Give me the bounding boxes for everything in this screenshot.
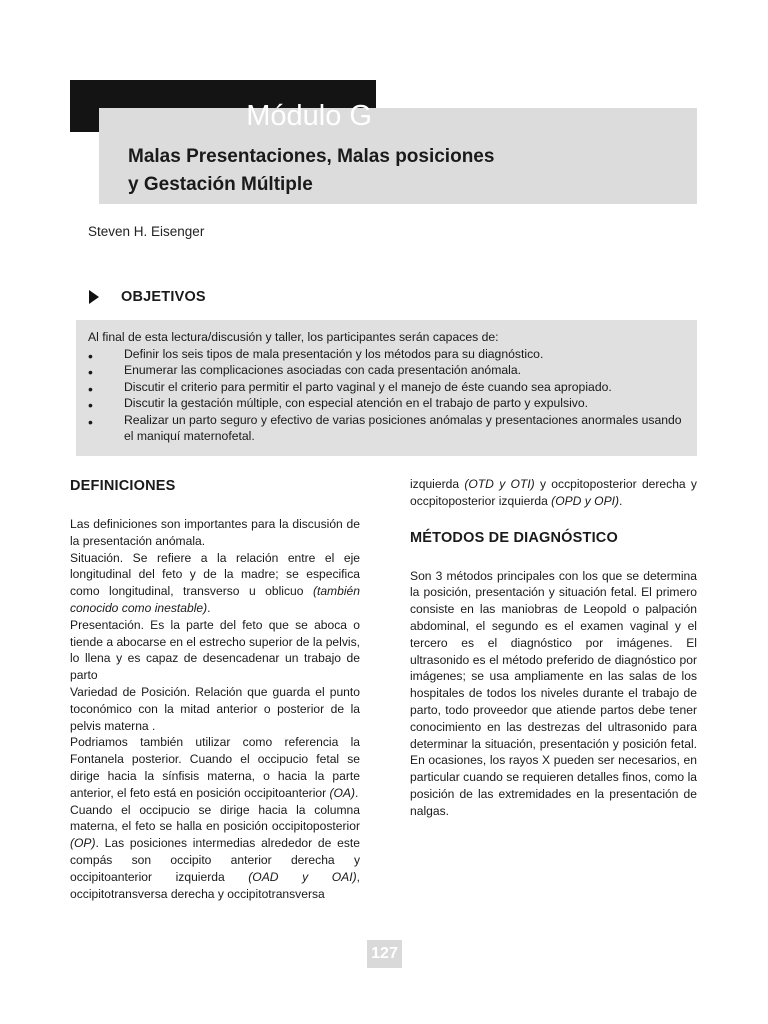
- chapter-title-line-2: y Gestación Múltiple: [128, 174, 313, 195]
- objective-item: • Discutir el criterio para permitir el parto vaginal y el manejo de éste cuando sea apropiado.: [88, 379, 612, 397]
- definiciones-heading: DEFINICIONES: [70, 478, 176, 494]
- chapter-title: [128, 143, 494, 199]
- objectives-heading: OBJETIVOS: [121, 289, 206, 305]
- module-title: Módulo G: [246, 100, 372, 132]
- objectives-list: [88, 346, 687, 445]
- paragraph: Las definiciones son importantes para la discusión de la presentación anómala.: [70, 517, 360, 548]
- bullet-icon: •: [88, 413, 93, 430]
- paragraph-metodos: Son 3 métodos principales con los que se determina la posición, presentación y situación fetal. El primero consiste en las maniobras de Leopold o palpación abdominal, el segundo es el examen vaginal y el tercero es el diagnóstico por imágenes. El ultrasonido es el método preferido de diagnóstico por imágenes; se usa ampliamente en las salas de los hospitales de todos los niveles durante el trabajo de parto, todo proveedor que atiende partos debe tener conocimiento en las destrezas del ultrasonido para determinar la situación, presentación y posición fetal. En ocasiones, los rayos X pueden ser necesarios, en particular cuando se requieren detalles finos, como la posición de las extremidades en la presentación de nalgas.: [410, 568, 697, 818]
- paragraph-continuation: izquierda (OTD y OTI) y occpitoposterior derecha y occpitoposterior izquierda (OPD y OPI).: [410, 477, 697, 508]
- objective-item: • Realizar un parto seguro y efectivo de varias posiciones anómalas y presentaciones anormales usando el maniquí maternofetal.: [88, 412, 682, 443]
- left-column: [70, 476, 360, 902]
- bullet-icon: •: [88, 380, 93, 397]
- chapter-title-line-1: Malas Presentaciones, Malas posiciones: [128, 146, 495, 167]
- paragraph-situacion: Situación. Se refiere a la relación entre el eje longitudinal del feto y de la madre; se especifica como longitudinal, transverso u oblicuo (también conocido como inestable).: [70, 550, 360, 615]
- objectives-box: [76, 320, 697, 456]
- metodos-heading: MÉTODOS DE DIAGNÓSTICO: [410, 529, 618, 546]
- bullet-icon: •: [88, 347, 93, 364]
- objective-item: • Definir los seis tipos de mala presentación y los métodos para su diagnóstico.: [88, 346, 544, 364]
- paragraph-presentacion: Presentación. Es la parte del feto que se aboca o tiende a abocarse en el estrecho superior de la pelvis, lo llena y es capaz de desencadenar un trabajo de parto: [70, 617, 360, 683]
- objective-item: • Discutir la gestación múltiple, con especial atención en el trabajo de parto y expulsivo.: [88, 396, 589, 413]
- paragraph-variedad: Variedad de Posición. Relación que guarda el punto toconómico con la mitad anterior o posterior de la pelvis materna .: [70, 684, 360, 733]
- bullet-icon: •: [88, 364, 93, 380]
- objective-item: • Enumerar las complicaciones asociadas con cada presentación anómala.: [88, 363, 521, 380]
- triangle-right-icon: [89, 290, 99, 304]
- right-column: [410, 476, 697, 820]
- objectives-intro: Al final de esta lectura/discusión y taller, los participantes serán capaces de:: [88, 330, 499, 344]
- paragraph-occipucio: Cuando el occipucio se dirige hacia la columna materna, el feto se halla en posición occipitoposterior (OP). Las posiciones intermedias alrededor de este compás son occipito anterior derecha y occipitoanterior izquierda (OAD y OAI), occipitotransversa derecha y occipitotransversa: [70, 802, 360, 901]
- author: Steven H. Eisenger: [88, 224, 205, 239]
- paragraph-fontanela: Podriamos también utilizar como referencia la Fontanela posterior. Cuando el occipucio fetal se dirige hacia la sínfisis materna, o hacia la parte anterior, el feto está en posición occipitoanterior (OA).: [70, 735, 360, 800]
- bullet-icon: •: [88, 397, 93, 413]
- page-number: 127: [367, 940, 402, 968]
